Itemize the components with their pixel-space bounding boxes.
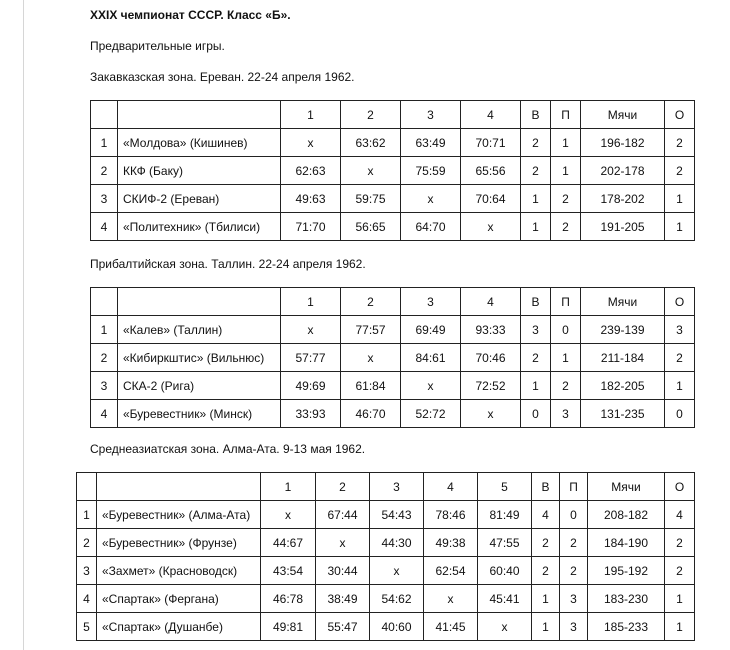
result-cell: x bbox=[401, 372, 461, 400]
result-cell: 49:38 bbox=[424, 529, 478, 557]
team-name-cell: «Кибиркштис» (Вильнюс) bbox=[118, 344, 281, 372]
result-cell: 183-230 bbox=[588, 585, 665, 613]
position-cell: 1 bbox=[91, 129, 118, 157]
header-cell: 2 bbox=[341, 288, 401, 316]
result-cell: 185-233 bbox=[588, 613, 665, 641]
header-cell bbox=[91, 288, 118, 316]
result-cell: 77:57 bbox=[341, 316, 401, 344]
result-cell: 67:44 bbox=[316, 501, 370, 529]
result-cell: x bbox=[370, 557, 424, 585]
header-cell bbox=[77, 473, 97, 501]
result-cell: 78:46 bbox=[424, 501, 478, 529]
header-cell: О bbox=[665, 473, 695, 501]
result-cell: 57:77 bbox=[281, 344, 341, 372]
result-cell: 1 bbox=[521, 372, 551, 400]
result-cell: 3 bbox=[521, 316, 551, 344]
header-cell: П bbox=[551, 101, 581, 129]
position-cell: 3 bbox=[91, 372, 118, 400]
result-cell: 41:45 bbox=[424, 613, 478, 641]
result-cell: 2 bbox=[665, 129, 695, 157]
result-cell: x bbox=[401, 185, 461, 213]
team-name-cell: «Спартак» (Душанбе) bbox=[97, 613, 261, 641]
result-cell: 239-139 bbox=[581, 316, 665, 344]
team-name-cell: «Политехник» (Тбилиси) bbox=[118, 213, 281, 241]
result-cell: 40:60 bbox=[370, 613, 424, 641]
header-cell: 1 bbox=[281, 288, 341, 316]
result-cell: 2 bbox=[551, 185, 581, 213]
result-cell: 49:63 bbox=[281, 185, 341, 213]
result-cell: 2 bbox=[665, 557, 695, 585]
result-cell: 3 bbox=[665, 316, 695, 344]
result-cell: x bbox=[281, 316, 341, 344]
team-name-cell: «Буревестник» (Алма-Ата) bbox=[97, 501, 261, 529]
result-cell: 47:55 bbox=[478, 529, 532, 557]
table-row bbox=[77, 501, 695, 529]
table-row bbox=[91, 316, 695, 344]
result-cell: 211-184 bbox=[581, 344, 665, 372]
table-header-row bbox=[77, 473, 695, 501]
page-title: XXIX чемпионат СССР. Класс «Б». bbox=[90, 8, 291, 22]
header-cell: 5 bbox=[478, 473, 532, 501]
result-cell: 62:63 bbox=[281, 157, 341, 185]
header-cell bbox=[91, 101, 118, 129]
header-cell: 3 bbox=[401, 288, 461, 316]
result-cell: 1 bbox=[665, 613, 695, 641]
result-cell: 44:30 bbox=[370, 529, 424, 557]
result-cell: 93:33 bbox=[461, 316, 521, 344]
table-row bbox=[91, 157, 695, 185]
result-cell: 43:54 bbox=[261, 557, 316, 585]
table-row bbox=[77, 529, 695, 557]
result-cell: 4 bbox=[532, 501, 560, 529]
result-cell: 56:65 bbox=[341, 213, 401, 241]
header-cell: 2 bbox=[341, 101, 401, 129]
result-cell: 69:49 bbox=[401, 316, 461, 344]
result-cell: 54:62 bbox=[370, 585, 424, 613]
result-cell: 54:43 bbox=[370, 501, 424, 529]
result-cell: 2 bbox=[521, 344, 551, 372]
result-cell: 70:64 bbox=[461, 185, 521, 213]
header-cell: В bbox=[532, 473, 560, 501]
result-cell: 71:70 bbox=[281, 213, 341, 241]
table-baltic-zone bbox=[90, 287, 695, 428]
header-cell bbox=[118, 288, 281, 316]
position-cell: 4 bbox=[91, 213, 118, 241]
result-cell: 59:75 bbox=[341, 185, 401, 213]
result-cell: 195-192 bbox=[588, 557, 665, 585]
result-cell: 33:93 bbox=[281, 400, 341, 428]
result-cell: 84:61 bbox=[401, 344, 461, 372]
result-cell: 72:52 bbox=[461, 372, 521, 400]
result-cell: 1 bbox=[665, 372, 695, 400]
result-cell: 1 bbox=[551, 157, 581, 185]
result-cell: 1 bbox=[665, 185, 695, 213]
header-cell: Мячи bbox=[588, 473, 665, 501]
header-cell: 2 bbox=[316, 473, 370, 501]
team-name-cell: «Буревестник» (Фрунзе) bbox=[97, 529, 261, 557]
result-cell: 131-235 bbox=[581, 400, 665, 428]
table-row bbox=[77, 557, 695, 585]
zone-title-baltic: Прибалтийская зона. Таллин. 22-24 апреля 1962. bbox=[90, 257, 366, 271]
result-cell: 52:72 bbox=[401, 400, 461, 428]
result-cell: 1 bbox=[532, 613, 560, 641]
header-cell: 1 bbox=[261, 473, 316, 501]
result-cell: 202-178 bbox=[581, 157, 665, 185]
result-cell: 196-182 bbox=[581, 129, 665, 157]
header-cell: Мячи bbox=[581, 288, 665, 316]
result-cell: x bbox=[478, 613, 532, 641]
result-cell: x bbox=[316, 529, 370, 557]
result-cell: 3 bbox=[560, 585, 588, 613]
position-cell: 1 bbox=[77, 501, 97, 529]
header-cell: 3 bbox=[370, 473, 424, 501]
position-cell: 2 bbox=[91, 157, 118, 185]
result-cell: 3 bbox=[551, 400, 581, 428]
result-cell: 70:46 bbox=[461, 344, 521, 372]
zone-title-transcaucasian: Закавказская зона. Ереван. 22-24 апреля 1962. bbox=[90, 70, 355, 84]
result-cell: 2 bbox=[560, 529, 588, 557]
result-cell: 0 bbox=[560, 501, 588, 529]
table-header-row bbox=[91, 288, 695, 316]
result-cell: 1 bbox=[665, 213, 695, 241]
result-cell: 2 bbox=[665, 157, 695, 185]
result-cell: x bbox=[461, 400, 521, 428]
result-cell: 30:44 bbox=[316, 557, 370, 585]
result-cell: 1 bbox=[551, 129, 581, 157]
result-cell: 0 bbox=[521, 400, 551, 428]
position-cell: 3 bbox=[91, 185, 118, 213]
result-cell: x bbox=[281, 129, 341, 157]
result-cell: 64:70 bbox=[401, 213, 461, 241]
table-row bbox=[91, 344, 695, 372]
position-cell: 4 bbox=[77, 585, 97, 613]
team-name-cell: СКА-2 (Рига) bbox=[118, 372, 281, 400]
result-cell: 1 bbox=[532, 585, 560, 613]
result-cell: 49:69 bbox=[281, 372, 341, 400]
result-cell: 4 bbox=[665, 501, 695, 529]
result-cell: 2 bbox=[521, 129, 551, 157]
result-cell: 70:71 bbox=[461, 129, 521, 157]
header-cell: О bbox=[665, 288, 695, 316]
result-cell: x bbox=[261, 501, 316, 529]
header-cell: 4 bbox=[424, 473, 478, 501]
table-transcaucasian-zone bbox=[90, 100, 695, 241]
position-cell: 2 bbox=[91, 344, 118, 372]
header-cell: Мячи bbox=[581, 101, 665, 129]
result-cell: 62:54 bbox=[424, 557, 478, 585]
header-cell bbox=[97, 473, 261, 501]
result-cell: 0 bbox=[665, 400, 695, 428]
header-cell: 4 bbox=[461, 288, 521, 316]
result-cell: 1 bbox=[521, 185, 551, 213]
result-cell: 184-190 bbox=[588, 529, 665, 557]
result-cell: 75:59 bbox=[401, 157, 461, 185]
result-cell: 2 bbox=[532, 557, 560, 585]
result-cell: 191-205 bbox=[581, 213, 665, 241]
result-cell: 2 bbox=[665, 529, 695, 557]
zone-title-central-asian: Среднеазиатская зона. Алма-Ата. 9-13 мая 1962. bbox=[90, 442, 366, 456]
result-cell: 2 bbox=[551, 372, 581, 400]
left-margin-line bbox=[23, 0, 24, 650]
table-row bbox=[91, 185, 695, 213]
team-name-cell: «Буревестник» (Минск) bbox=[118, 400, 281, 428]
table-central-asian-zone bbox=[76, 472, 695, 641]
result-cell: 2 bbox=[551, 213, 581, 241]
header-cell: П bbox=[551, 288, 581, 316]
header-cell: В bbox=[521, 101, 551, 129]
result-cell: 46:70 bbox=[341, 400, 401, 428]
header-cell bbox=[118, 101, 281, 129]
result-cell: x bbox=[341, 157, 401, 185]
position-cell: 1 bbox=[91, 316, 118, 344]
table-row bbox=[91, 213, 695, 241]
team-name-cell: «Молдова» (Кишинев) bbox=[118, 129, 281, 157]
result-cell: 2 bbox=[560, 557, 588, 585]
position-cell: 4 bbox=[91, 400, 118, 428]
header-cell: П bbox=[560, 473, 588, 501]
position-cell: 5 bbox=[77, 613, 97, 641]
header-cell: 3 bbox=[401, 101, 461, 129]
position-cell: 2 bbox=[77, 529, 97, 557]
header-cell: 4 bbox=[461, 101, 521, 129]
result-cell: 63:49 bbox=[401, 129, 461, 157]
result-cell: 3 bbox=[560, 613, 588, 641]
result-cell: 1 bbox=[665, 585, 695, 613]
header-cell: В bbox=[521, 288, 551, 316]
result-cell: 1 bbox=[551, 344, 581, 372]
team-name-cell: ККФ (Баку) bbox=[118, 157, 281, 185]
result-cell: 44:67 bbox=[261, 529, 316, 557]
result-cell: 182-205 bbox=[581, 372, 665, 400]
result-cell: 49:81 bbox=[261, 613, 316, 641]
result-cell: 81:49 bbox=[478, 501, 532, 529]
result-cell: 55:47 bbox=[316, 613, 370, 641]
result-cell: 65:56 bbox=[461, 157, 521, 185]
table-row bbox=[77, 613, 695, 641]
result-cell: 60:40 bbox=[478, 557, 532, 585]
result-cell: 45:41 bbox=[478, 585, 532, 613]
page-subtitle: Предварительные игры. bbox=[90, 39, 225, 53]
result-cell: 61:84 bbox=[341, 372, 401, 400]
team-name-cell: СКИФ-2 (Ереван) bbox=[118, 185, 281, 213]
result-cell: x bbox=[461, 213, 521, 241]
result-cell: 2 bbox=[521, 157, 551, 185]
result-cell: 46:78 bbox=[261, 585, 316, 613]
result-cell: 2 bbox=[532, 529, 560, 557]
table-row bbox=[91, 129, 695, 157]
result-cell: x bbox=[424, 585, 478, 613]
team-name-cell: «Калев» (Таллин) bbox=[118, 316, 281, 344]
result-cell: 38:49 bbox=[316, 585, 370, 613]
table-row bbox=[91, 400, 695, 428]
result-cell: x bbox=[341, 344, 401, 372]
result-cell: 63:62 bbox=[341, 129, 401, 157]
table-row bbox=[91, 372, 695, 400]
table-header-row bbox=[91, 101, 695, 129]
team-name-cell: «Спартак» (Фергана) bbox=[97, 585, 261, 613]
team-name-cell: «Захмет» (Красноводск) bbox=[97, 557, 261, 585]
table-row bbox=[77, 585, 695, 613]
position-cell: 3 bbox=[77, 557, 97, 585]
result-cell: 0 bbox=[551, 316, 581, 344]
result-cell: 1 bbox=[521, 213, 551, 241]
result-cell: 178-202 bbox=[581, 185, 665, 213]
header-cell: 1 bbox=[281, 101, 341, 129]
result-cell: 2 bbox=[665, 344, 695, 372]
result-cell: 208-182 bbox=[588, 501, 665, 529]
header-cell: О bbox=[665, 101, 695, 129]
